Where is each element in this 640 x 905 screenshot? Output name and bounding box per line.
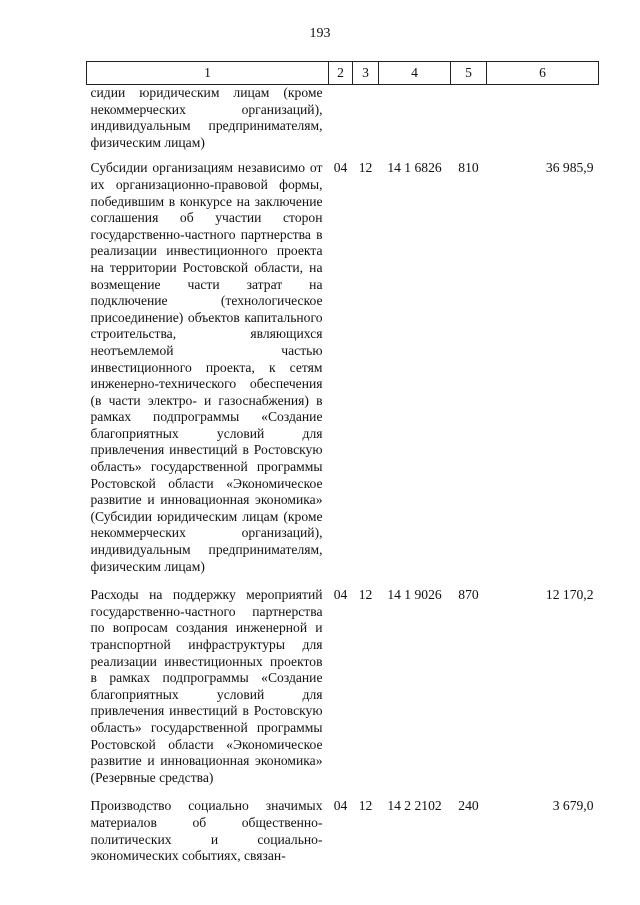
- row-section: [329, 85, 353, 161]
- table-row: [87, 587, 599, 798]
- row-section: 04: [333, 587, 348, 603]
- row-subsection: 12: [358, 587, 373, 603]
- row-amount: 3 679,0: [552, 798, 594, 814]
- row-section: 04: [333, 798, 348, 814]
- column-header-4: 4: [379, 62, 451, 85]
- row-name: Субсидии организациям независимо от их организационно-правовой формы, победившим в конкурсе на заключение соглашения об участии сторон государственно-частного партнерства в реализации инвестиционного проекта на территории Ростовской области, на возмещение части затрат на подключение (технологическое присоединение) объектов капитального строительства, являющихся неотъемлемой частью инвестиционного проекта, к сетям инженерно-технического обеспечения (в части электро- и газоснабжения) в рамках подпрограммы «Создание благоприятных условий для привлечения инвестиций в Ростовскую область» государственной программы Ростовской области «Экономическое развитие и инновационная экономика» (Субсидии юридическим лицам (кроме некоммерческих организаций), индивидуальным предпринимателям, физическим лицам): [90, 160, 323, 574]
- row-subsection: 12: [358, 160, 373, 176]
- page-number: 193: [309, 26, 331, 41]
- row-target-article: 14 1 9026: [387, 587, 442, 603]
- row-amount: [487, 85, 599, 161]
- column-header-2: 2: [329, 62, 353, 85]
- column-header-3: 3: [353, 62, 379, 85]
- row-target-article: 14 2 2102: [387, 798, 442, 814]
- table-header-row: [87, 62, 599, 85]
- row-name: сидии юридическим лицам (кроме некоммерческих организаций), индивидуальным предпринимателям, физическим лицам): [90, 85, 323, 150]
- row-amount: 36 985,9: [545, 160, 594, 176]
- column-header-6: 6: [487, 62, 599, 85]
- row-expense-type: 240: [458, 798, 479, 814]
- table-row: [87, 85, 599, 161]
- row-expense-type: [451, 85, 487, 161]
- row-target-article: [379, 85, 451, 161]
- column-header-1: 1: [87, 62, 329, 85]
- table-row: [87, 798, 599, 876]
- table-row: [87, 160, 599, 587]
- row-section: 04: [333, 160, 348, 176]
- row-name: Расходы на поддержку мероприятий государственно-частного партнерства по вопросам создания инженерной и транспортной инфраструктуры для реализации инвестиционных проектов в рамках подпрограммы «Создание благоприятных условий для привлечения инвестиций в Ростовскую область» государственной программы Ростовской области «Экономическое развитие и инновационная экономика» (Резервные средства): [90, 587, 323, 785]
- row-target-article: 14 1 6826: [387, 160, 442, 176]
- row-expense-type: 870: [458, 587, 479, 603]
- row-expense-type: 810: [458, 160, 479, 176]
- row-name: Производство социально значимых материалов об общественно-политических и социально-экономических событиях, связан-: [90, 798, 323, 864]
- row-subsection: 12: [358, 798, 373, 814]
- budget-table: [86, 61, 599, 877]
- row-amount: 12 170,2: [545, 587, 594, 603]
- column-header-5: 5: [451, 62, 487, 85]
- row-subsection: [353, 85, 379, 161]
